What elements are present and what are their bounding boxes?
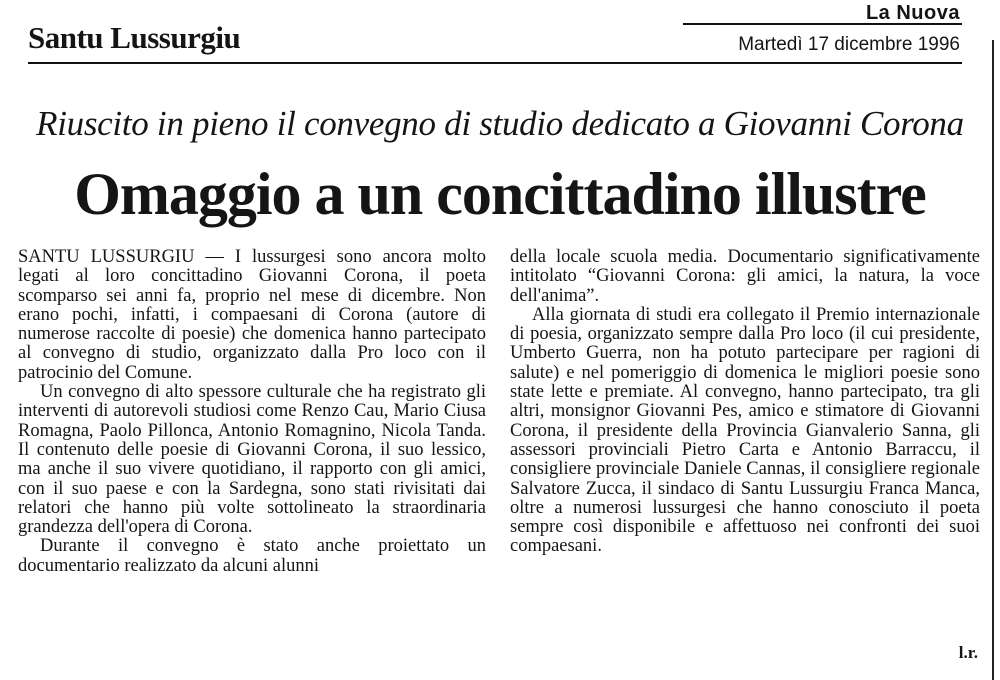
- article-kicker: Riuscito in pieno il convegno di studio dedicato a Giovanni Corona: [36, 104, 964, 143]
- article-column-right: [510, 248, 980, 557]
- article-headline: Omaggio a un concittadino illustre: [74, 161, 926, 227]
- newspaper-name-rule: [683, 23, 962, 25]
- article-column-left: [18, 248, 486, 576]
- article-paragraph: SANTU LUSSURGIU — I lussurgesi sono ancora molto legati al loro concittadino Giovanni Corona, il poeta scomparso sei anni fa, proprio nel mese di dicembre. Non erano pochi, infatti, i compaesani di Corona (autore di numerose raccolte di poesie) che domenica hanno partecipato al convegno di studio, organizzato dalla Pro loco con il patrocinio del Comune.: [18, 247, 486, 383]
- article-paragraph: Alla giornata di studi era collegato il Premio internazionale di poesia, organizzato sempre dalla Pro loco (il cui presidente, Umberto Guerra, non ha potuto partecipare per ragioni di salute) e nel pomeriggio di domenica le migliori poesie sono state lette e premiate. Al convegno, hanno partecipato, tra gli altri, monsignor Giovanni Pes, amico e stimatore di Giovanni Corona, il presidente della Provincia Gianvalerio Sanna, gli assessori provinciali Pietro Carta e Antonio Barraccu, il consigliere provinciale Daniele Cannas, il consigliere regionale Salvatore Zucca, il sindaco di Santu Lussurgiu Franca Manca, oltre a numerosi lussurgesi che hanno conosciuto il poeta sempre così disponibile e affettuoso nei confronti dei suoi compaesani.: [510, 304, 980, 557]
- article-paragraph: della locale scuola media. Documentario significativamente intitolato “Giovanni Corona: gli amici, la natura, la voce dell'anima”.: [510, 247, 980, 306]
- publication-date: Martedì 17 dicembre 1996: [738, 34, 960, 55]
- newspaper-name: La Nuova: [865, 2, 960, 24]
- author-signature: l.r.: [958, 643, 978, 662]
- page-header: [0, 0, 1000, 70]
- header-rule: [28, 62, 962, 64]
- article-paragraph: Un convegno di alto spessore culturale che ha registrato gli interventi di autorevoli studiosi come Renzo Cau, Mario Ciusa Romagna, Paolo Pillonca, Antonio Romagnino, Nicola Tanda. Il contenuto delle poesie di Giovanni Corona, il suo lessico, ma anche il suo vivere quotidiano, il rapporto con gli amici, con il suo paese e con la Sardegna, sono stati rivisitati dai relatori che hanno più volte sottolineato la straordinaria grandezza dell'opera di Corona.: [18, 382, 486, 538]
- section-title: Santu Lussurgiu: [28, 20, 241, 55]
- article-paragraph: Durante il convegno è stato anche proiettato un documentario realizzato da alcuni alunni: [18, 536, 486, 576]
